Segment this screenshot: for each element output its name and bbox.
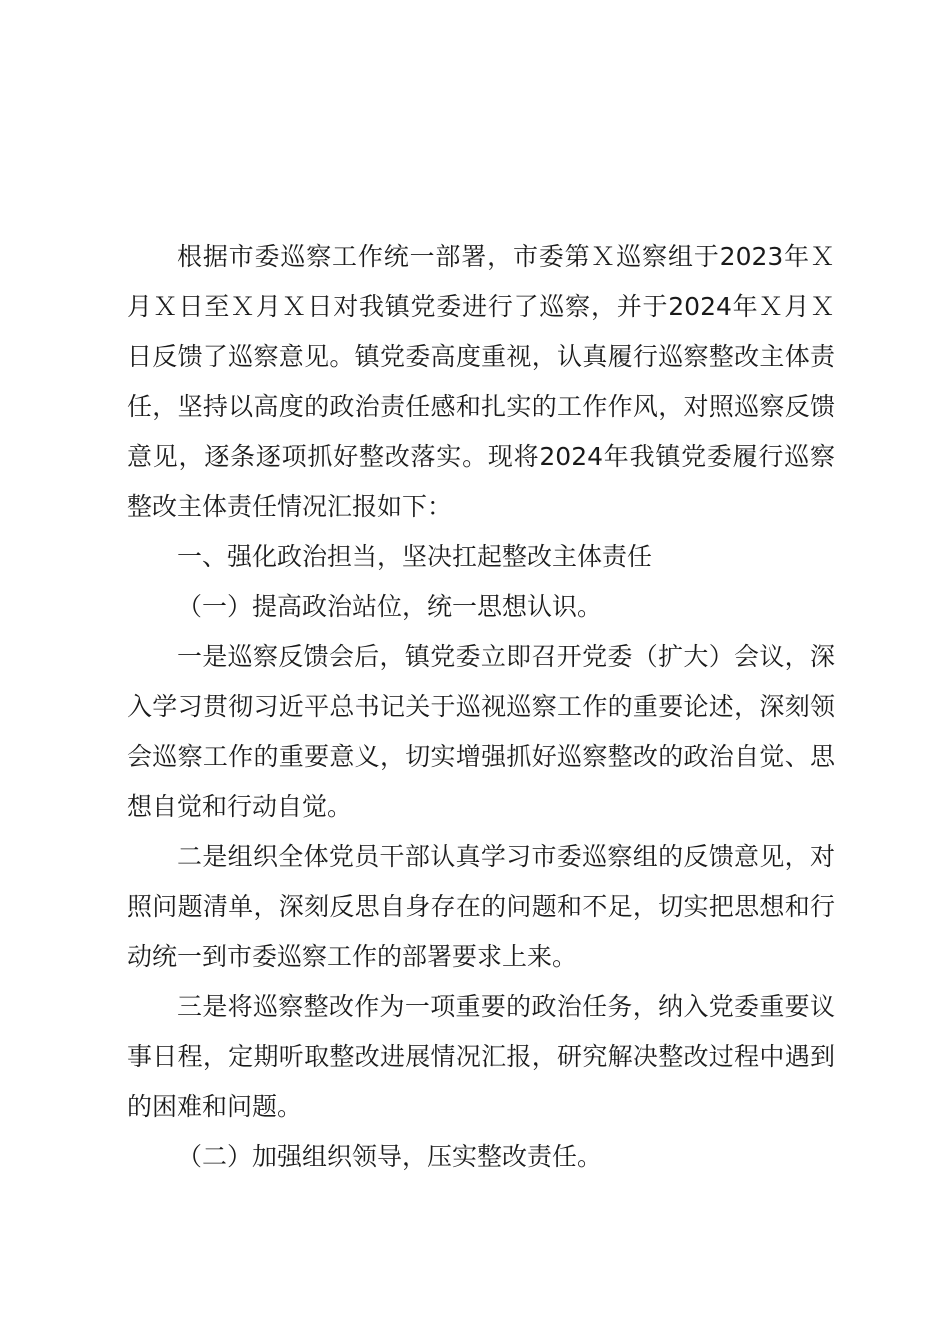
section-heading-1: 一、强化政治担当，坚决扛起整改主体责任	[177, 542, 653, 571]
intro-paragraph: 根据市委巡察工作统一部署，市委第Ｘ巡察组于2023年Ｘ月Ｘ日至Ｘ月Ｘ日对我镇党委进行了巡察，并于2024年Ｘ月Ｘ日反馈了巡察意见。镇党委高度重视，认真履行巡察整改主体责任，坚持以高度的政治责任感和扎实的工作作风，对照巡察反馈意见，逐条逐项抓好整改落实。现将2024年我镇党委履行巡察整改主体责任情况汇报如下：	[127, 242, 835, 521]
subsection-heading-1: （一）提高政治站位，统一思想认识。	[177, 592, 603, 621]
document-body	[127, 232, 835, 1182]
point-paragraph-2: 二是组织全体党员干部认真学习市委巡察组的反馈意见，对照问题清单，深刻反思自身存在的问题和不足，切实把思想和行动统一到市委巡察工作的部署要求上来。	[127, 842, 835, 971]
point-paragraph-3: 三是将巡察整改作为一项重要的政治任务，纳入党委重要议事日程，定期听取整改进展情况汇报，研究解决整改过程中遇到的困难和问题。	[127, 992, 835, 1121]
subsection-heading-2: （二）加强组织领导，压实整改责任。	[177, 1142, 603, 1171]
point-paragraph-1: 一是巡察反馈会后，镇党委立即召开党委（扩大）会议，深入学习贯彻习近平总书记关于巡视巡察工作的重要论述，深刻领会巡察工作的重要意义，切实增强抓好巡察整改的政治自觉、思想自觉和行动自觉。	[127, 642, 835, 821]
